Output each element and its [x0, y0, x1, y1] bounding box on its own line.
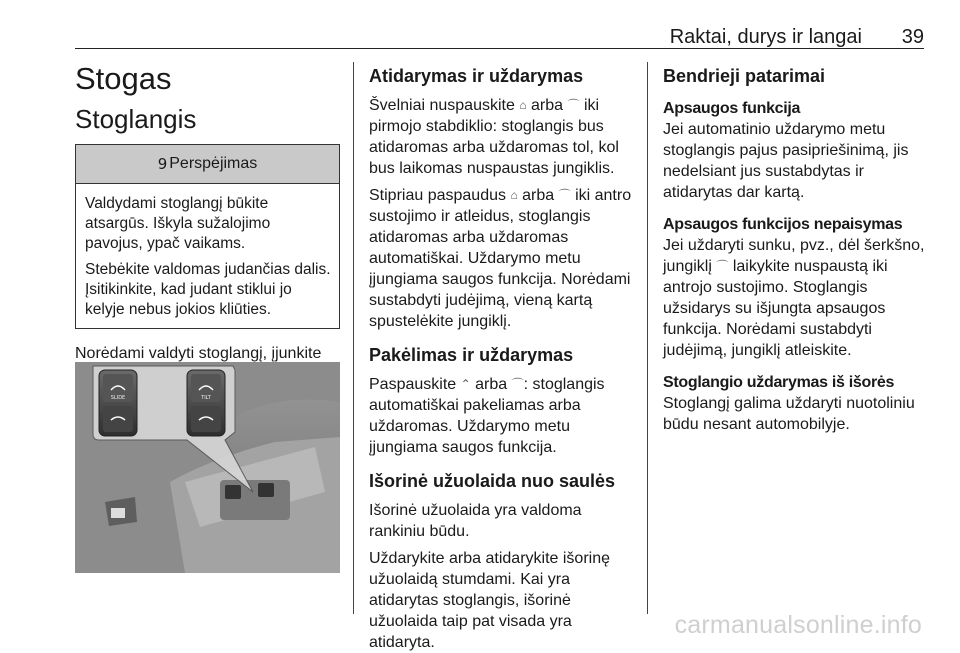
column-divider-1 — [353, 62, 354, 614]
slide-open-icon: ⌂ — [510, 188, 518, 202]
paragraph-safety-function: Jei automatinio uždarymo metu stoglangis pajus pasipriešinimą, jis nedelsiant jus sustabdytas ir atidarytas dar kartą. — [663, 121, 909, 201]
tilt-label: TILT — [201, 395, 211, 401]
slide-close-icon: ⌒ — [567, 98, 580, 112]
paragraph-override-safety: Jei uždaryti sunku, pvz., dėl šerkšno, jungiklį ⌒ laikykite nuspaustą iki antrojo sustojimo. Stoglangis užsidarys su išjungta apsaugos funkcija. Norėdami sustabdyti judėjimą, jungiklį atleiskite. — [663, 237, 925, 359]
heading-tilt-close: Pakėlimas ir uždarymas — [369, 345, 574, 365]
warning-title: Perspėjimas — [169, 155, 258, 172]
warning-header — [76, 145, 339, 184]
subsection-title: Stoglangis — [75, 104, 197, 134]
warning-paragraph-1: Valdydami stoglangį būkite atsargūs. Iškyla sužalojimo pavojus, ypač vaikams. — [85, 195, 271, 252]
paragraph-firm-press: Stipriau paspaudus ⌂ arba ⌒ iki antro sustojimo ir atleidus, stoglangis atidaromas arba uždaromas automatiškai. Uždarymo metu įjungiama saugos funkcija. Norėdami sustabdyti judėjimą, vieną kartą spustelėkite jungiklį. — [369, 187, 632, 330]
slide-close-icon: ⌒ — [511, 377, 524, 391]
column-right — [663, 65, 928, 435]
column-divider-2 — [647, 62, 648, 614]
warning-paragraph-2: Stebėkite valdomas judančias dalis. Įsitikinkite, kad judant stiklui jo kelyje nebus jokios kliūties. — [85, 261, 331, 318]
heading-close-remotely: Stoglangio uždarymas iš išorės — [663, 374, 895, 391]
heading-open-close: Atidarymas ir uždarymas — [369, 66, 584, 86]
heading-sunblind: Išorinė užuolaida nuo saulės — [369, 471, 616, 491]
slide-open-icon: ⌂ — [519, 98, 527, 112]
header-title: Raktai, durys ir langai — [669, 26, 862, 48]
page-header — [75, 26, 924, 49]
watermark: carmanualsonline.info — [674, 611, 922, 639]
console-illustration — [75, 362, 340, 573]
paragraph-sunblind-slide: Uždarykite arba atidarykite išorinę užuolaidą stumdami. Kai yra atidarytas stoglangis, išorinė užuolaida taip pat visada yra atidaryta. — [369, 550, 610, 651]
heading-general-tips: Bendrieji patarimai — [663, 66, 826, 86]
column-left — [75, 62, 345, 385]
paragraph-sunblind-manual: Išorinė užuolaida yra valdoma rankiniu būdu. — [369, 502, 582, 540]
column-middle — [369, 65, 637, 653]
paragraph-close-remotely: Stoglangį galima uždaryti nuotoliniu būdu nesant automobilyje. — [663, 395, 915, 433]
slide-label: SLIDE — [110, 395, 126, 401]
heading-safety-function: Apsaugos funkcija — [663, 100, 801, 117]
warning-symbol-icon: 9 — [157, 155, 168, 173]
paragraph-gentle-press: Švelniai nuspauskite ⌂ arba ⌒ iki pirmojo stabdiklio: stoglangis bus atidaromas arba uždaromas tol, kol bus laikomas nuspaustas jungiklis. — [369, 97, 619, 177]
tilt-icon: ⌃ — [460, 377, 471, 391]
heading-override-safety: Apsaugos funkcijos nepaisymas — [663, 216, 903, 233]
paragraph-tilt: Paspauskite ⌃ arba ⌒: stoglangis automatiškai pakeliamas arba uždaromas. Uždarymo metu įjungiama saugos funkcija. — [369, 376, 605, 456]
page-number: 39 — [901, 26, 924, 48]
slide-close-icon: ⌒ — [716, 259, 729, 273]
ignition-instruction: Norėdami valdyti stoglangį, įjunkite — [75, 345, 322, 362]
roof-console-photo — [75, 362, 340, 573]
warning-box — [75, 144, 340, 329]
section-title: Stogas — [75, 61, 172, 96]
warning-body — [76, 184, 339, 328]
slide-close-icon: ⌒ — [558, 188, 571, 202]
